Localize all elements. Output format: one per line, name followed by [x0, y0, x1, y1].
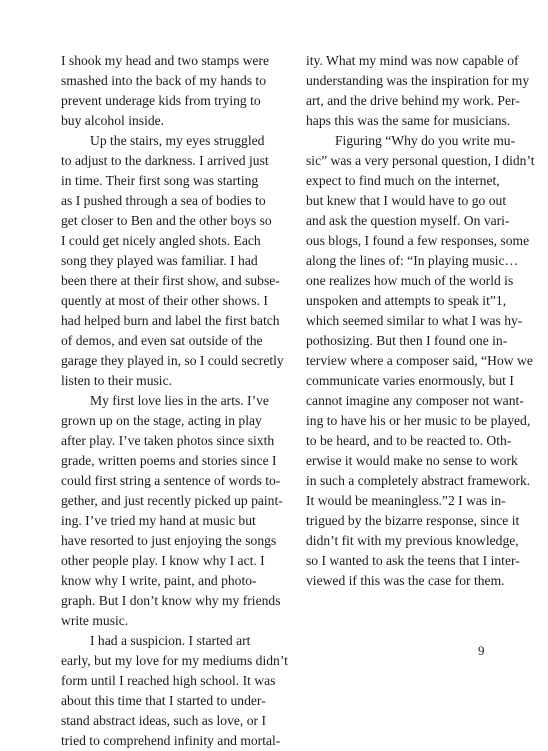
text-line: unspoken and attempts to speak it”1,: [306, 293, 507, 308]
text-line: didn’t fit with my previous knowledge,: [306, 533, 519, 548]
text-line: been there at their first show, and subse-: [61, 273, 280, 288]
text-line: know why I write, paint, and photo-: [61, 573, 257, 588]
text-line: in time. Their first song was starting: [61, 173, 259, 188]
text-line: as I pushed through a sea of bodies to: [61, 193, 266, 208]
text-line: trigued by the bizarre response, since it: [306, 513, 520, 528]
text-line: ing to have his or her music to be played,: [306, 413, 531, 428]
text-line: about this time that I started to under-: [61, 693, 266, 708]
text-line: get closer to Ben and the other boys so: [61, 213, 272, 228]
text-line: haps this was the same for musicians.: [306, 113, 511, 128]
text-line: grade, written poems and stories since I: [61, 453, 277, 468]
text-line: could first string a sentence of words to-: [61, 473, 281, 488]
text-line: smashed into the back of my hands to: [61, 73, 267, 88]
text-line: which seemed similar to what I was hy-: [306, 313, 523, 328]
text-line: graph. But I don’t know why my friends: [61, 593, 281, 608]
left-text-column: [61, 51, 288, 751]
text-line: It would be meaningless.”2 I was in-: [306, 493, 506, 508]
text-line: ous blogs, I found a few responses, some: [306, 233, 530, 248]
text-line: My first love lies in the arts. I’ve: [90, 393, 269, 408]
text-line: sic” was a very personal question, I didn’t: [306, 153, 535, 168]
text-line: stand abstract ideas, such as love, or I: [61, 713, 266, 728]
text-line: understanding was the inspiration for my: [306, 73, 530, 88]
text-line: one realizes how much of the world is: [306, 273, 514, 288]
text-line: early, but my love for my mediums didn’t: [61, 653, 288, 668]
text-line: art, and the drive behind my work. Per-: [306, 93, 520, 108]
text-line: have resorted to just enjoying the songs: [61, 533, 277, 548]
text-line: gether, and just recently picked up paint-: [61, 493, 283, 508]
text-line: listen to their music.: [61, 373, 173, 388]
text-line: so I wanted to ask the teens that I inter-: [306, 553, 520, 568]
text-line: viewed if this was the case for them.: [306, 573, 505, 588]
text-line: expect to find much on the internet,: [306, 173, 500, 188]
text-line: cannot imagine any composer not want-: [306, 393, 524, 408]
text-line: I had a suspicion. I started art: [90, 633, 251, 648]
text-line: buy alcohol inside.: [61, 113, 165, 128]
text-line: quently at most of their other shows. I: [61, 293, 268, 308]
text-line: ing. I’ve tried my hand at music but: [61, 513, 256, 528]
text-line: I shook my head and two stamps were: [61, 53, 270, 68]
text-line: grown up on the stage, acting in play: [61, 413, 262, 428]
text-line: in such a completely abstract framework.: [306, 473, 531, 488]
text-line: after play. I’ve taken photos since sixth: [61, 433, 275, 448]
text-line: terview where a composer said, “How we: [306, 353, 533, 368]
text-line: tried to comprehend infinity and mortal-: [61, 733, 281, 748]
text-line: ity. What my mind was now capable of: [306, 53, 519, 68]
text-line: pothosizing. But then I found one in-: [306, 333, 508, 348]
text-line: to adjust to the darkness. I arrived just: [61, 153, 269, 168]
text-line: other people play. I know why I act. I: [61, 553, 265, 568]
text-line: and ask the question myself. On vari-: [306, 213, 510, 228]
text-line: had helped burn and label the first batch: [61, 313, 280, 328]
text-line: form until I reached high school. It was: [61, 673, 276, 688]
text-line: to be heard, and to be reacted to. Oth-: [306, 433, 512, 448]
text-line: song they played was familiar. I had: [61, 253, 258, 268]
text-line: but knew that I would have to go out: [306, 193, 507, 208]
text-line: Up the stairs, my eyes struggled: [90, 133, 265, 148]
text-line: erwise it would make no sense to work: [306, 453, 518, 468]
right-text-column: [306, 51, 535, 591]
text-line: Figuring “Why do you write mu-: [335, 133, 516, 148]
text-line: write music.: [61, 613, 129, 628]
text-line: garage they played in, so I could secretly: [61, 353, 284, 368]
text-line: communicate varies enormously, but I: [306, 373, 514, 388]
text-line: prevent underage kids from trying to: [61, 93, 261, 108]
text-line: I could get nicely angled shots. Each: [61, 233, 261, 248]
text-line: along the lines of: “In playing music…: [306, 253, 519, 268]
text-line: of demos, and even sat outside of the: [61, 333, 263, 348]
page-number: 9: [478, 643, 485, 658]
